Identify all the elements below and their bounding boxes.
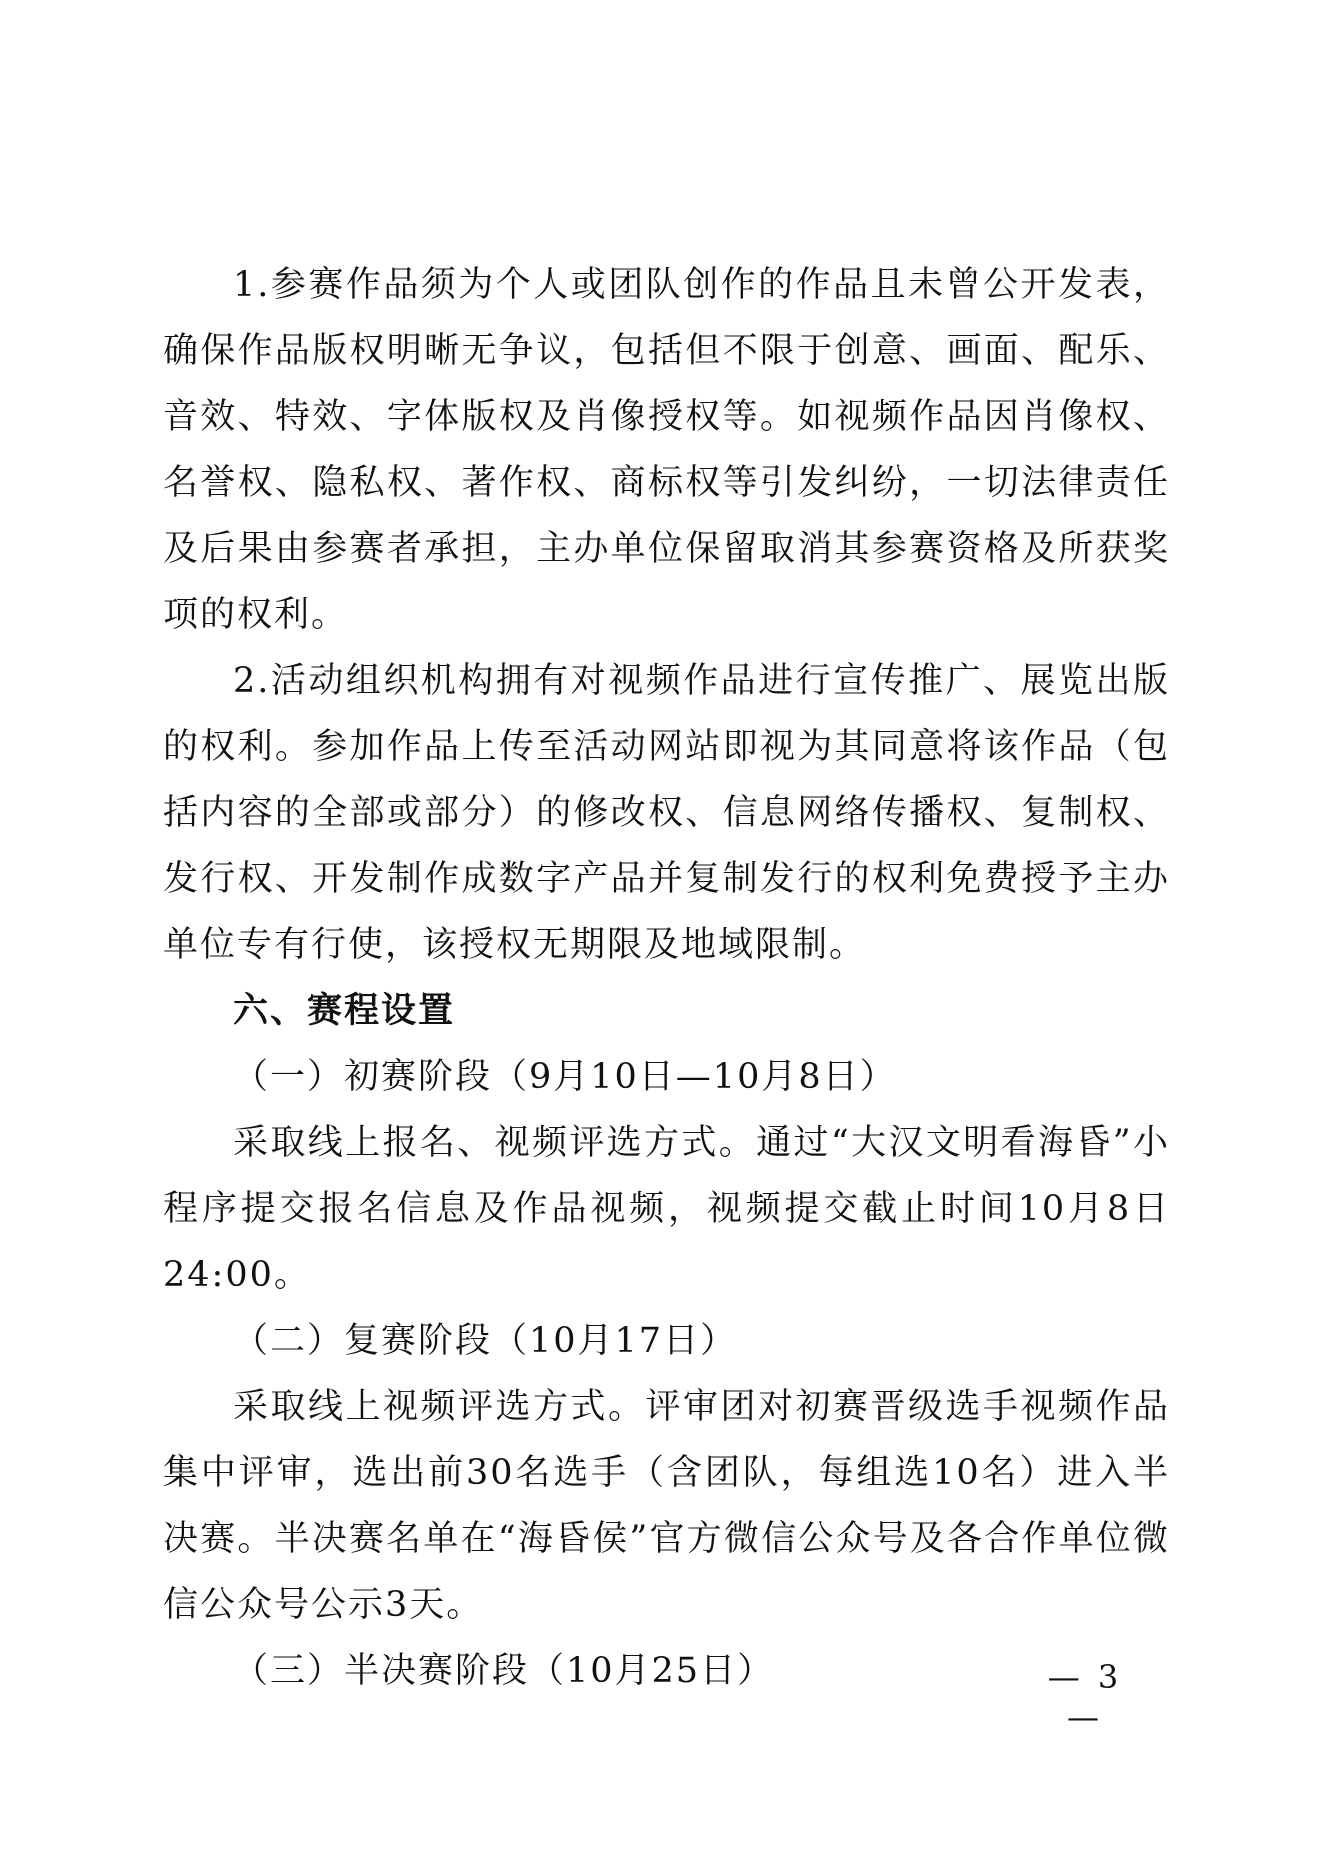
paragraph-copyright-requirements: 1.参赛作品须为个人或团队创作的作品且未曾公开发表，确保作品版权明晰无争议，包括但不限于创意、画面、配乐、音效、特效、字体版权及肖像授权等。如视频作品因肖像权、名誉权、隐私权、著作权、商标权等引发纠纷，一切法律责任及后果由参赛者承担，主办单位保留取消其参赛资格及所获奖项的权利。 bbox=[163, 265, 1170, 635]
stage2-text: 采取线上视频评选方式。评审团对初赛晋级选手视频作品集中评审，选出前30名选手（含团队，每组选10名）进入半决赛。半决赛名单在“海昏侯”官方微信公众号及各合作单位微信公众号公示3天。 bbox=[163, 1387, 1170, 1625]
document-body bbox=[163, 252, 1170, 1704]
stage2-heading: （二）复赛阶段（10月17日） bbox=[233, 1321, 738, 1361]
paragraph-promotion-rights: 2.活动组织机构拥有对视频作品进行宣传推广、展览出版的权利。参加作品上传至活动网站即视为其同意将该作品（包括内容的全部或部分）的修改权、信息网络传播权、复制权、发行权、开发制作成数字产品并复制发行的权利免费授予主办单位专有行使，该授权无期限及地域限制。 bbox=[163, 661, 1170, 965]
stage1-text: 采取线上报名、视频评选方式。通过“大汉文明看海昏”小程序提交报名信息及作品视频，视频提交截止时间10月8日24:00。 bbox=[163, 1123, 1170, 1295]
stage1-heading: （一）初赛阶段（9月10日—10月8日） bbox=[233, 1057, 897, 1097]
page-number: — 3 — bbox=[1047, 1658, 1123, 1736]
stage3-heading: （三）半决赛阶段（10月25日） bbox=[233, 1651, 775, 1691]
section-heading-schedule: 六、赛程设置 bbox=[233, 991, 456, 1031]
